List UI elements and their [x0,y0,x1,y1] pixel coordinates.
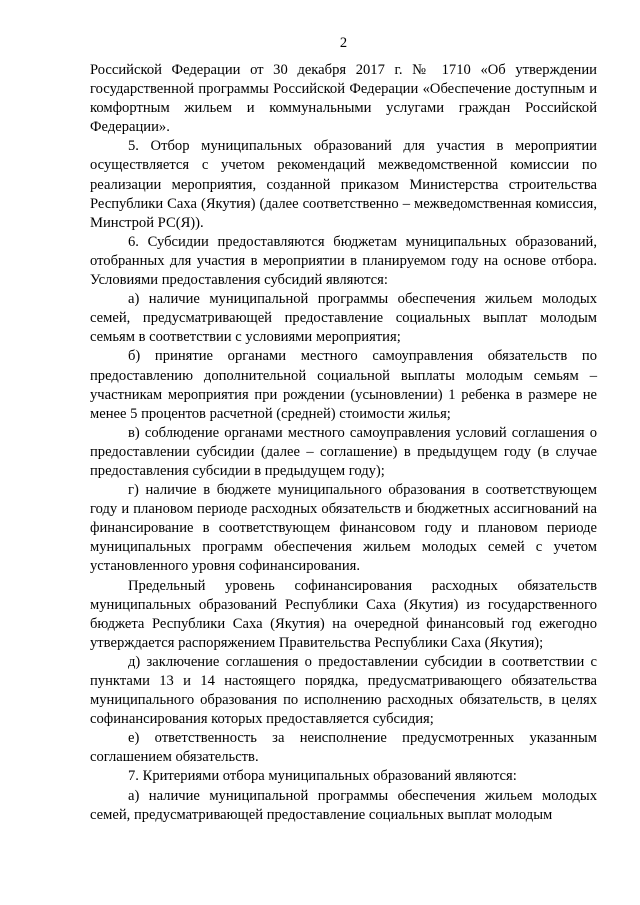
page-content [90,34,597,825]
paragraph-cofinancing-limit: Предельный уровень софинансирования расходных обязательств муниципальных образований Республики Саха (Якутия) из государственного бюджета Республики Саха (Якутия) на очередной финансовый год ежегодно утверждается распоряжением Правительства Республики Саха (Якутия); [90,577,597,651]
paragraph-item-6: 6. Субсидии предоставляются бюджетам муниципальных образований, отобранных для участия в мероприятии в планируемом году на основе отбора. Условиями предоставления субсидий являются: [90,233,597,289]
paragraph-continuation: Российской Федерации от 30 декабря 2017 г. № 1710 «Об утверждении государственной программы Российской Федерации «Обеспечение доступным и комфортным жильем и коммунальными услугами граждан Российской Федерации». [90,62,597,136]
page-number: 2 [339,35,348,51]
paragraph-6d: д) заключение соглашения о предоставлении субсидии в соответствии с пунктами 13 и 14 настоящего порядка, предусматривающего обязательства муниципального образования по исполнению расходных обязательств, в целях софинансирования которых предоставляется субсидия; [90,653,597,728]
paragraph-7a: а) наличие муниципальной программы обеспечения жильем молодых семей, предусматривающей предоставление социальных выплат молодым [90,787,597,823]
paragraph-6g: г) наличие в бюджете муниципального образования в соответствующем году и плановом периоде расходных обязательств и бюджетных ассигнований на финансирование в соответствующем финансовом году и плановом периоде муниципальных программ обеспечения жильем молодых семей с учетом установленного уровня софинансирования. [90,482,597,575]
paragraph-6e: е) ответственность за неисполнение предусмотренных указанным соглашением обязательств. [90,730,597,766]
paragraph-6b: б) принятие органами местного самоуправления обязательств по предоставлению дополнительной социальной выплаты молодым семьям – участникам мероприятия при рождении (усыновлении) 1 ребенка в размере не менее 5 процентов расчетной (средней) стоимости жилья; [90,348,597,422]
paragraph-6a: а) наличие муниципальной программы обеспечения жильем молодых семей, предусматривающей предоставление социальных выплат молодым семьям в соответствии с условиями мероприятия; [90,291,597,346]
paragraph-6v: в) соблюдение органами местного самоуправления условий соглашения о предоставлении субсидии (далее – соглашение) в предыдущем году (в случае предоставления субсидии в предыдущем году); [90,424,597,479]
paragraph-item-7: 7. Критериями отбора муниципальных образований являются: [128,768,517,785]
paragraph-item-5: 5. Отбор муниципальных образований для участия в мероприятии осуществляется с учетом рекомендаций межведомственной комиссии по реализации мероприятия, созданной приказом Министерства строительства Республики Саха (Якутия) (далее соответственно – межведомственная комиссия, Минстрой РС(Я)). [90,138,597,231]
